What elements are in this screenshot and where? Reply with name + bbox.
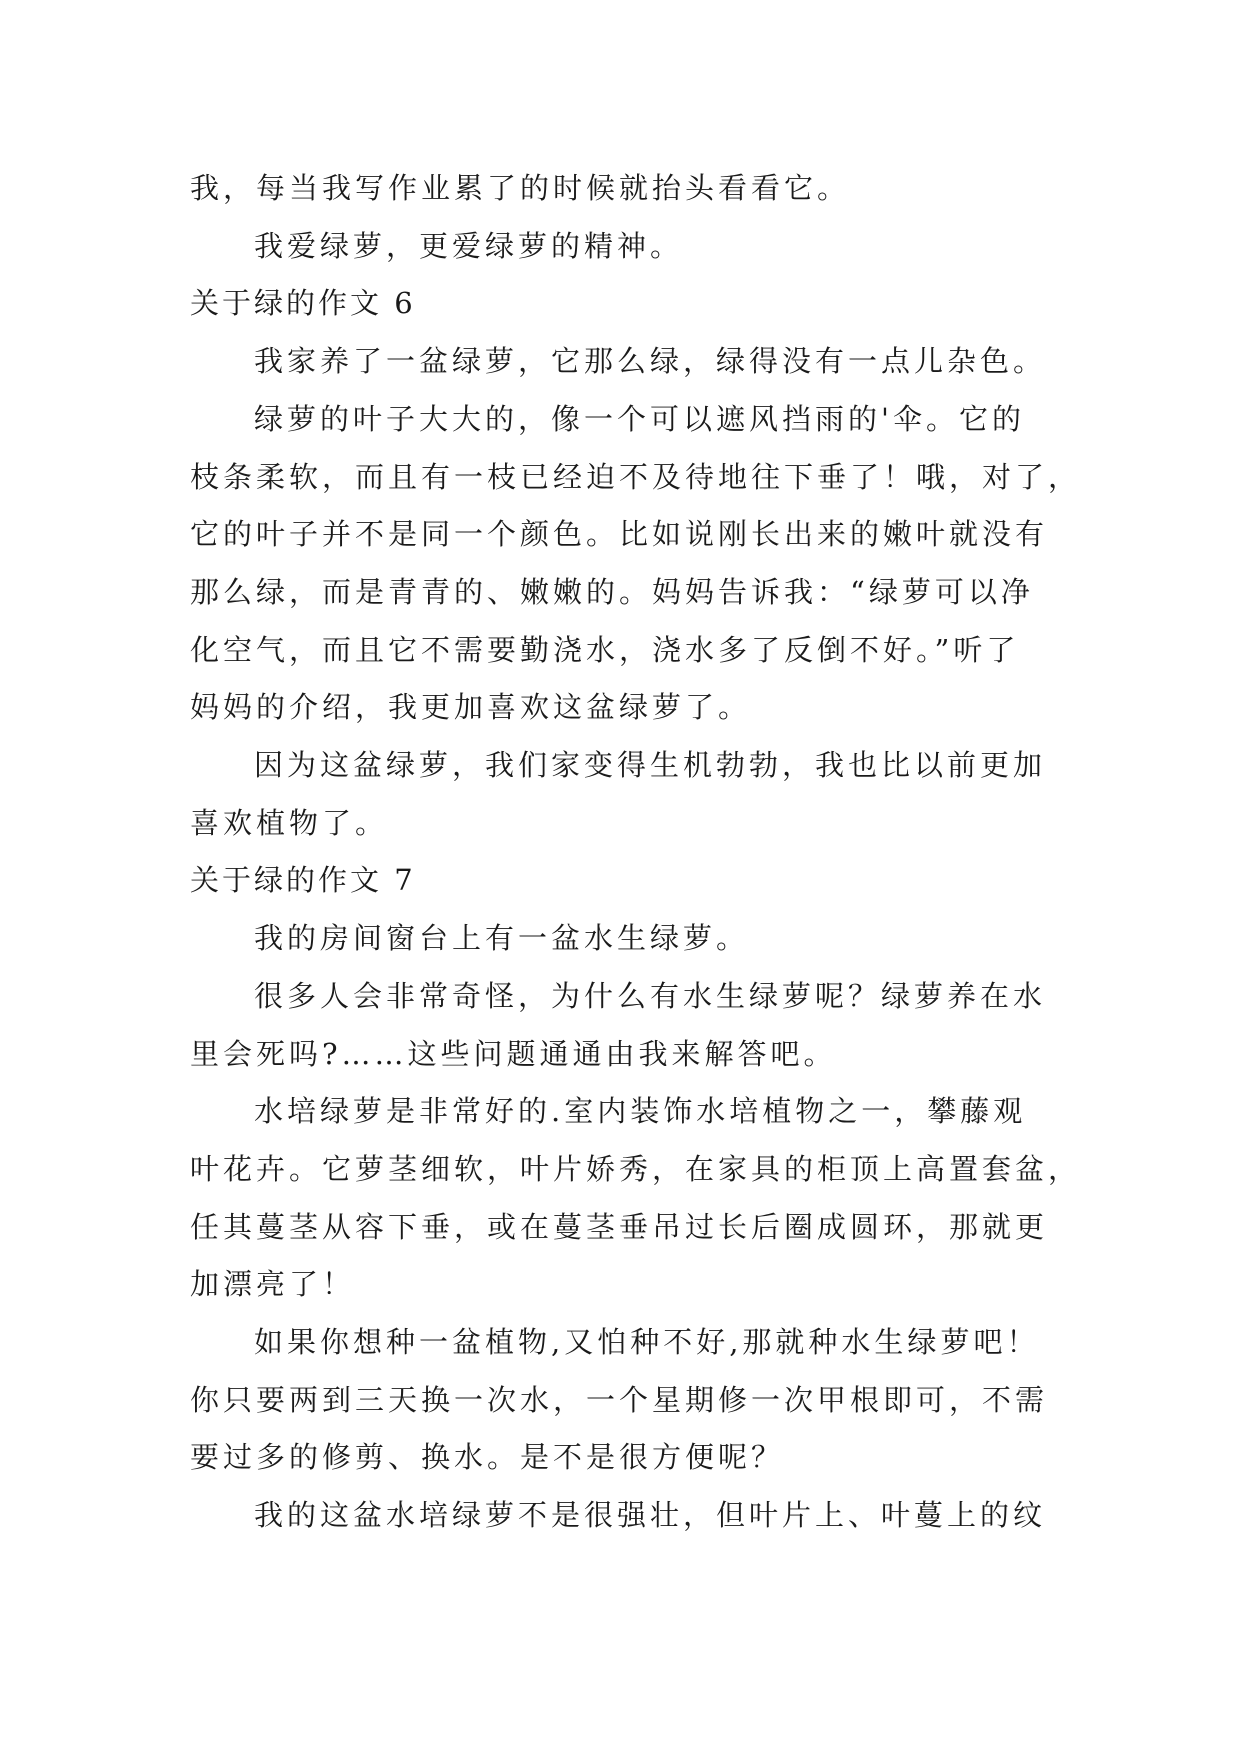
paragraph xyxy=(190,391,1082,737)
essay-heading-7 xyxy=(190,852,1070,910)
text-line: 要过多的修剪、换水。是不是很方便呢？ xyxy=(190,1440,785,1475)
text-line: 妈妈的介绍，我更加喜欢这盆绿萝了。 xyxy=(190,690,752,725)
text-line: 我的这盆水培绿萝不是很强壮，但叶片上、叶蔓上的纹 xyxy=(254,1498,1047,1533)
text-line: 如果你想种一盆植物,又怕种不好,那就种水生绿萝吧！ xyxy=(254,1325,1040,1360)
paragraph xyxy=(190,1314,1070,1487)
heading-text: 关于绿的作文 6 xyxy=(190,286,416,321)
text-line: 很多人会非常奇怪，为什么有水生绿萝呢？绿萝养在水 xyxy=(254,978,1047,1013)
text-line: 因为这盆绿萝，我们家变得生机勃勃，我也比以前更加 xyxy=(254,748,1047,783)
text-line: 我的房间窗台上有一盆水生绿萝。 xyxy=(254,921,750,956)
paragraph xyxy=(190,910,1070,968)
text-line: 任其蔓茎从容下垂，或在蔓茎垂吊过长后圈成圆环，那就更 xyxy=(190,1209,1049,1244)
paragraph xyxy=(190,218,1070,276)
text-line: 你只要两到三天换一次水，一个星期修一次甲根即可，不需 xyxy=(190,1382,1049,1417)
text-line: 加漂亮了！ xyxy=(190,1267,356,1302)
text-line: 里会死吗?……这些问题通通由我来解答吧。 xyxy=(190,1036,837,1071)
text-line: 水培绿萝是非常好的.室内装饰水培植物之一，攀藤观 xyxy=(254,1094,1027,1129)
text-line: 我家养了一盆绿萝，它那么绿，绿得没有一点儿杂色。 xyxy=(254,344,1047,379)
paragraph xyxy=(190,968,1070,1083)
text-line: 我，每当我写作业累了的时候就抬头看看它。 xyxy=(190,171,851,205)
essay-heading-6 xyxy=(190,275,1070,333)
paragraph xyxy=(190,1083,1082,1314)
text-line: 那么绿，而是青青的、嫩嫩的。妈妈告诉我：“绿萝可以净 xyxy=(190,574,1034,609)
text-line: 我爱绿萝，更爱绿萝的精神。 xyxy=(254,228,684,263)
paragraph xyxy=(190,737,1070,852)
heading-text: 关于绿的作文 7 xyxy=(190,863,416,898)
paragraph xyxy=(190,160,1070,218)
paragraph xyxy=(190,1487,1070,1545)
text-line: 化空气，而且它不需要勤浇水，浇水多了反倒不好。”听了 xyxy=(190,632,1020,667)
text-line: 枝条柔软，而且有一枝已经迫不及待地往下垂了！哦，对了， xyxy=(190,459,1082,494)
text-line: 喜欢植物了。 xyxy=(190,805,389,840)
text-line: 它的叶子并不是同一个颜色。比如说刚长出来的嫩叶就没有 xyxy=(190,517,1049,552)
text-line: 绿萝的叶子大大的，像一个可以遮风挡雨的'伞。它的 xyxy=(254,401,1025,436)
document-body xyxy=(190,160,1082,1545)
text-line: 叶花卉。它萝茎细软，叶片娇秀，在家具的柜顶上高置套盆， xyxy=(190,1151,1082,1186)
paragraph xyxy=(190,333,1070,391)
